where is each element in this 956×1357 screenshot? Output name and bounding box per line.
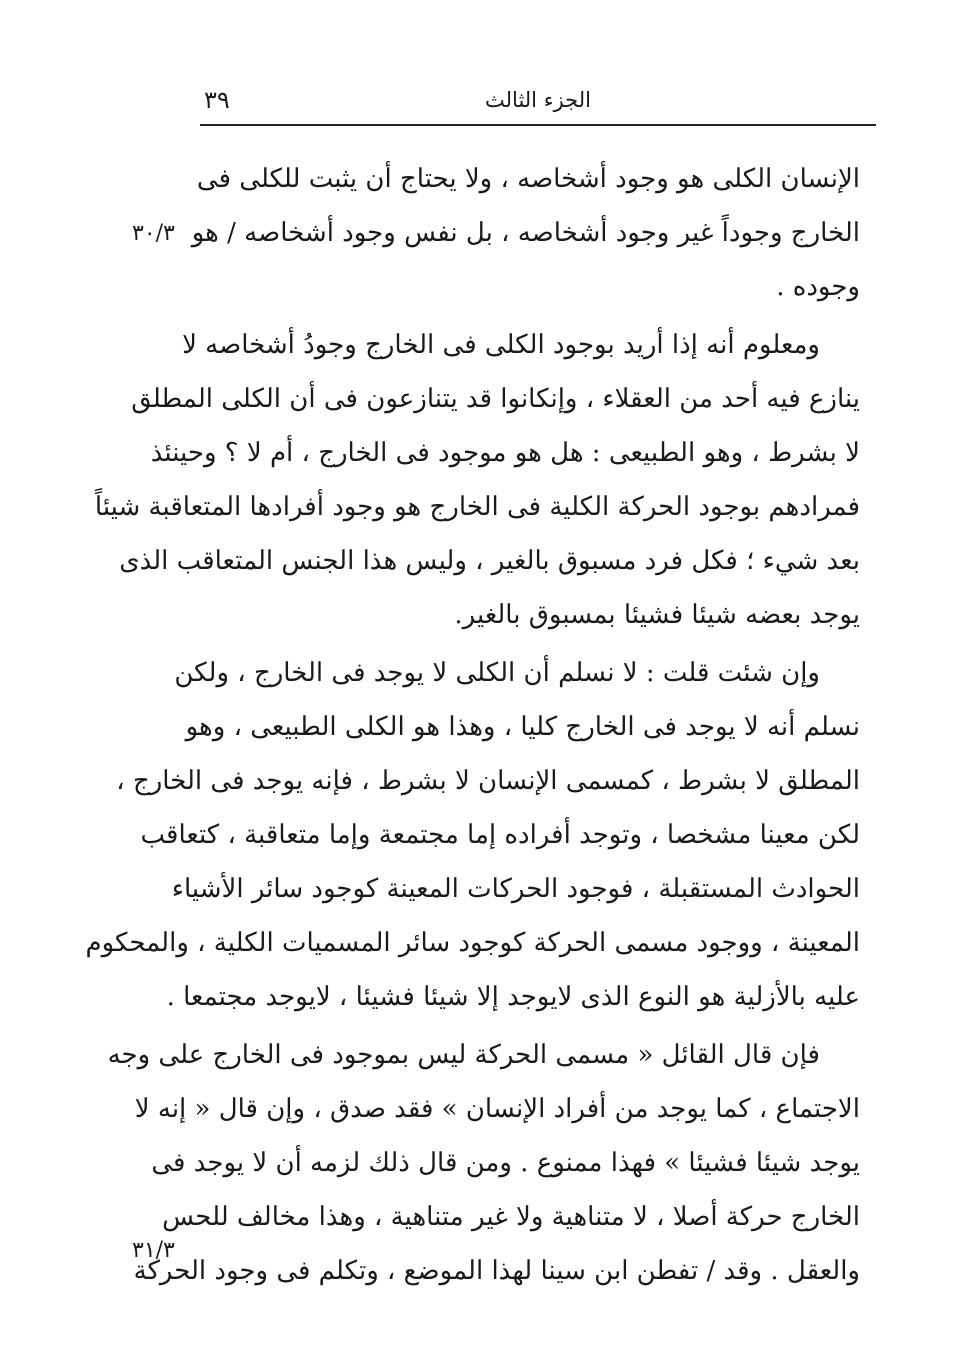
header-rule <box>200 124 876 126</box>
running-header <box>200 72 876 130</box>
text-line: وإن شئت قلت : لا نسلم أن الكلى لا يوجد فى الخارج ، ولكن <box>174 658 820 688</box>
text-line: بعد شيء ؛ فكل فرد مسبوق بالغير ، وليس هذا الجنس المتعاقب الذى <box>119 546 860 576</box>
text-line: ومعلوم أنه إذا أريد بوجود الكلى فى الخارج وجودُ أشخاصه لا <box>182 330 820 360</box>
paragraph <box>191 152 860 314</box>
margin-reference: ٣٠/٣ <box>132 221 175 246</box>
text-line: المعينة ، ووجود مسمى الحركة كوجود سائر المسميات الكلية ، والمحكوم <box>85 928 860 958</box>
text-line: والعقل . وقد / تفطن ابن سينا لهذا الموضع ، وتكلم فى وجود الحركة <box>133 1256 860 1286</box>
paragraph <box>85 646 860 1024</box>
text-line: يوجد بعضه شيئا فشيئا بمسبوق بالغير. <box>454 600 860 630</box>
text-line: يوجد شيئا فشيئا » فهذا ممنوع . ومن قال ذلك لزمه أن لا يوجد فى <box>151 1148 860 1178</box>
paragraph <box>94 318 860 642</box>
text-line: الخارج وجوداً غير وجود أشخاصه ، بل نفس وجود أشخاصه / هو <box>191 218 860 248</box>
text-line: فمرادهم بوجود الحركة الكلية فى الخارج هو وجود أفرادها المتعاقبة شيئاً <box>94 492 860 522</box>
text-line: ينازع فيه أحد من العقلاء ، وإنكانوا قد يتنازعون فى أن الكلى المطلق <box>131 384 860 414</box>
text-line: لا بشرط ، وهو الطبيعى : هل هو موجود فى الخارج ، أم لا ؟ وحينئذ <box>150 438 860 468</box>
text-line: وجوده . <box>776 272 860 302</box>
text-line: المطلق لا بشرط ، كمسمى الإنسان لا بشرط ، فإنه يوجد فى الخارج ، <box>116 766 860 796</box>
part-title: الجزء الثالث <box>485 88 591 112</box>
text-line: الحوادث المستقبلة ، فوجود الحركات المعينة كوجود سائر الأشياء <box>171 874 860 904</box>
text-line: لكن معينا مشخصا ، وتوجد أفراده إما مجتمعة وإما متعاقبة ، كتعاقب <box>140 820 860 850</box>
text-line: الإنسان الكلى هو وجود أشخاصه ، ولا يحتاج أن يثبت للكلى فى <box>196 164 860 194</box>
margin-reference: ٣١/٣ <box>132 1238 175 1263</box>
text-line: الخارج حركة أصلا ، لا متناهية ولا غير متناهية ، وهذا مخالف للحس <box>162 1202 860 1232</box>
text-line: عليه بالأزلية هو النوع الذى لايوجد إلا شيئا فشيئا ، لايوجد مجتمعا . <box>166 982 860 1012</box>
text-line: نسلم أنه لا يوجد فى الخارج كليا ، وهذا هو الكلى الطبيعى ، وهو <box>185 712 860 742</box>
text-line: فإن قال القائل « مسمى الحركة ليس بموجود فى الخارج على وجه <box>107 1040 820 1070</box>
text-line: الاجتماع ، كما يوجد من أفراد الإنسان » فقد صدق ، وإن قال « إنه لا <box>134 1094 860 1124</box>
page-number: ٣٩ <box>204 86 230 114</box>
